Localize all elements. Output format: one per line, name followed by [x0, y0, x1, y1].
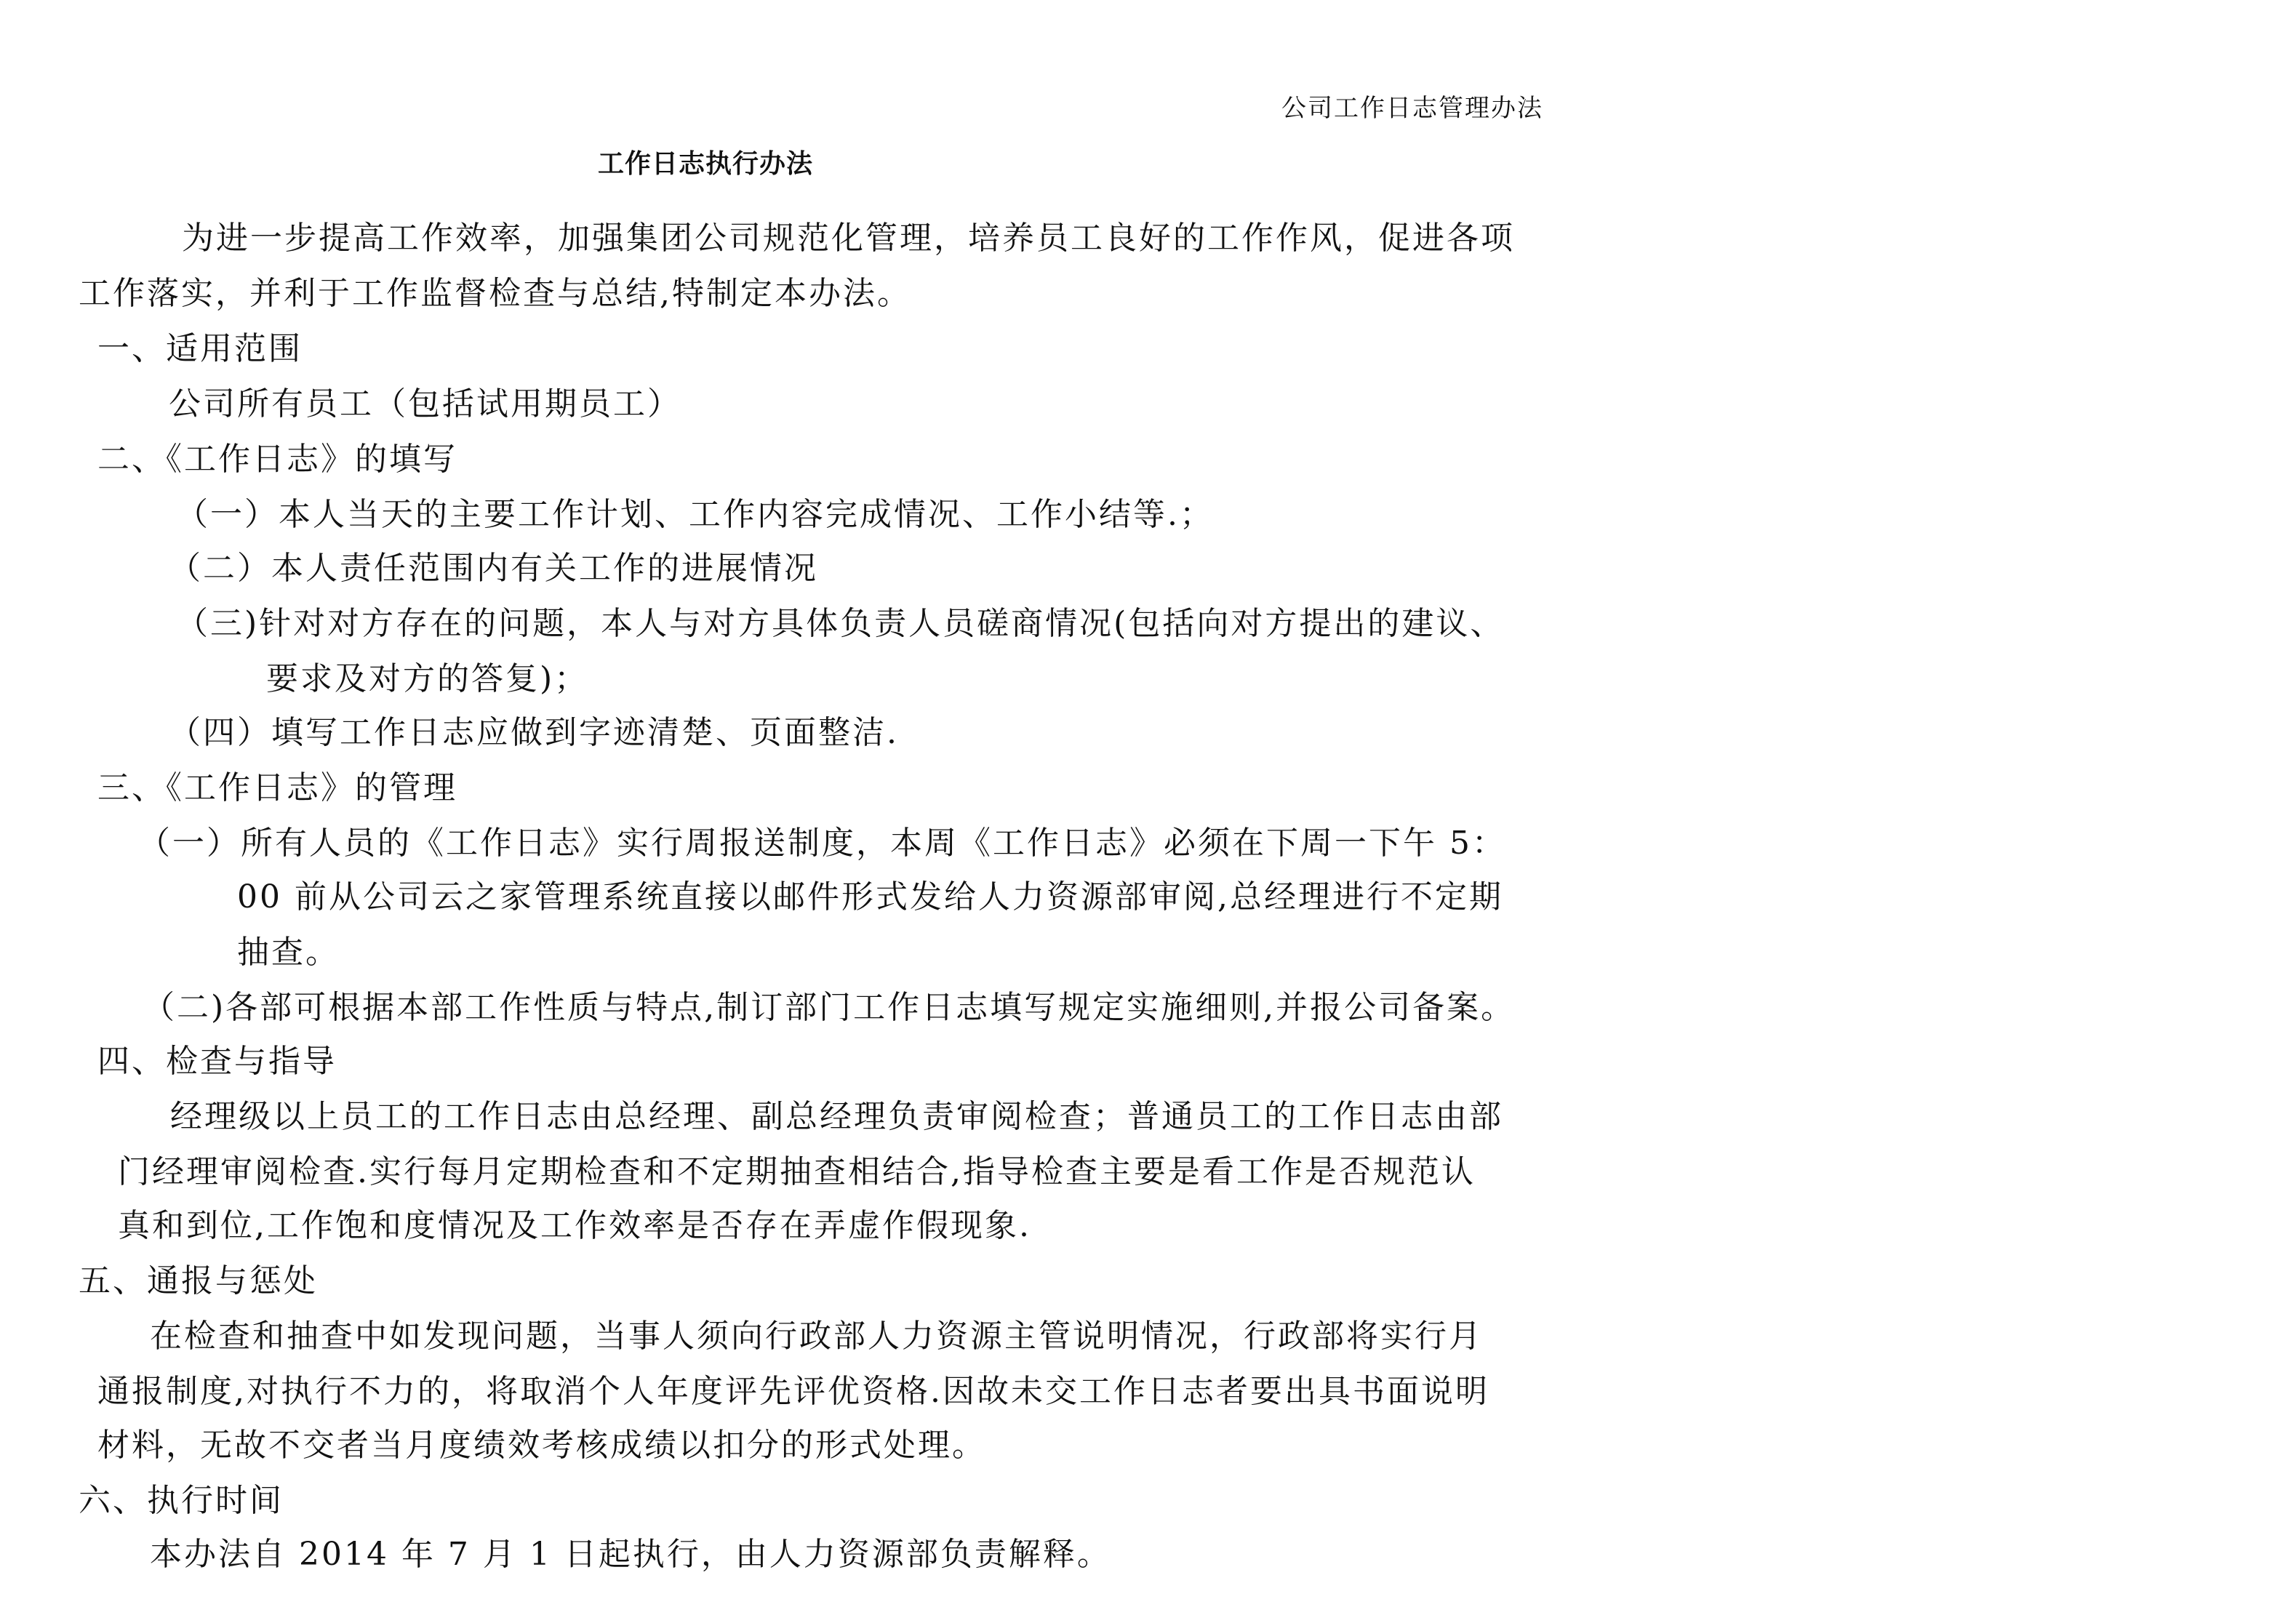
section-4-line-1: 经理级以上员工的工作日志由总经理、副总经理负责审阅检查；普通员工的工作日志由部: [170, 1098, 1503, 1135]
section-3-item-1-line-3: 抽查。: [237, 934, 340, 971]
section-6-heading: 六、执行时间: [79, 1482, 284, 1519]
section-5-line-1: 在检查和抽查中如发现问题，当事人须向行政部人力资源主管说明情况，行政部将实行月: [150, 1318, 1483, 1355]
section-2-item-4: （四）填写工作日志应做到字迹清楚、页面整洁.: [169, 714, 899, 751]
section-1-body: 公司所有员工（包括试用期员工）: [169, 385, 681, 422]
section-3-item-2: （二)各部可根据本部工作性质与特点,制订部门工作日志填写规定实施细则,并报公司备案。: [143, 989, 1516, 1026]
section-2-item-1: （一）本人当天的主要工作计划、工作内容完成情况、工作小结等.；: [176, 496, 1214, 533]
section-3-item-1-line-2: 00 前从公司云之家管理系统直接以邮件形式发给人力资源部审阅,总经理进行不定期: [237, 878, 1503, 915]
section-2-item-3-line-1: （三)针对对方存在的问题，本人与对方具体负责人员磋商情况(包括向对方提出的建议、: [176, 605, 1505, 642]
section-5-heading: 五、通报与惩处: [79, 1262, 318, 1299]
section-4-heading: 四、检查与指导: [97, 1043, 337, 1080]
section-2-item-3-line-2: 要求及对方的答复)；: [266, 660, 589, 697]
section-4-line-2: 门经理审阅检查.实行每月定期检查和不定期抽查相结合,指导检查主要是看工作是否规范认: [118, 1153, 1476, 1190]
section-5-line-3: 材料，无故不交者当月度绩效考核成绩以扣分的形式处理。: [97, 1427, 986, 1464]
section-6-body: 本办法自 2014 年 7 月 1 日起执行，由人力资源部负责解释。: [150, 1536, 1111, 1573]
section-3-heading: 三、《工作日志》的管理: [97, 769, 457, 806]
document-title: 工作日志执行办法: [598, 149, 814, 179]
intro-line-1: 为进一步提高工作效率，加强集团公司规范化管理，培养员工良好的工作作风，促进各项: [182, 220, 1515, 257]
section-1-heading: 一、适用范围: [97, 330, 303, 367]
section-5-line-2: 通报制度,对执行不力的，将取消个人年度评先评优资格.因故未交工作日志者要出具书面说明: [97, 1373, 1489, 1410]
section-2-item-2: （二）本人责任范围内有关工作的进展情况: [169, 550, 818, 587]
section-3-item-1-line-1: （一）所有人员的《工作日志》实行周报送制度，本周《工作日志》必须在下周一下午 5：: [138, 825, 1506, 862]
section-2-heading: 二、《工作日志》的填写: [97, 441, 457, 478]
section-4-line-3: 真和到位,工作饱和度情况及工作效率是否存在弄虚作假现象.: [118, 1207, 1031, 1244]
page-header: 公司工作日志管理办法: [1281, 94, 1543, 123]
intro-line-2: 工作落实，并利于工作监督检查与总结,特制定本办法。: [79, 275, 911, 312]
